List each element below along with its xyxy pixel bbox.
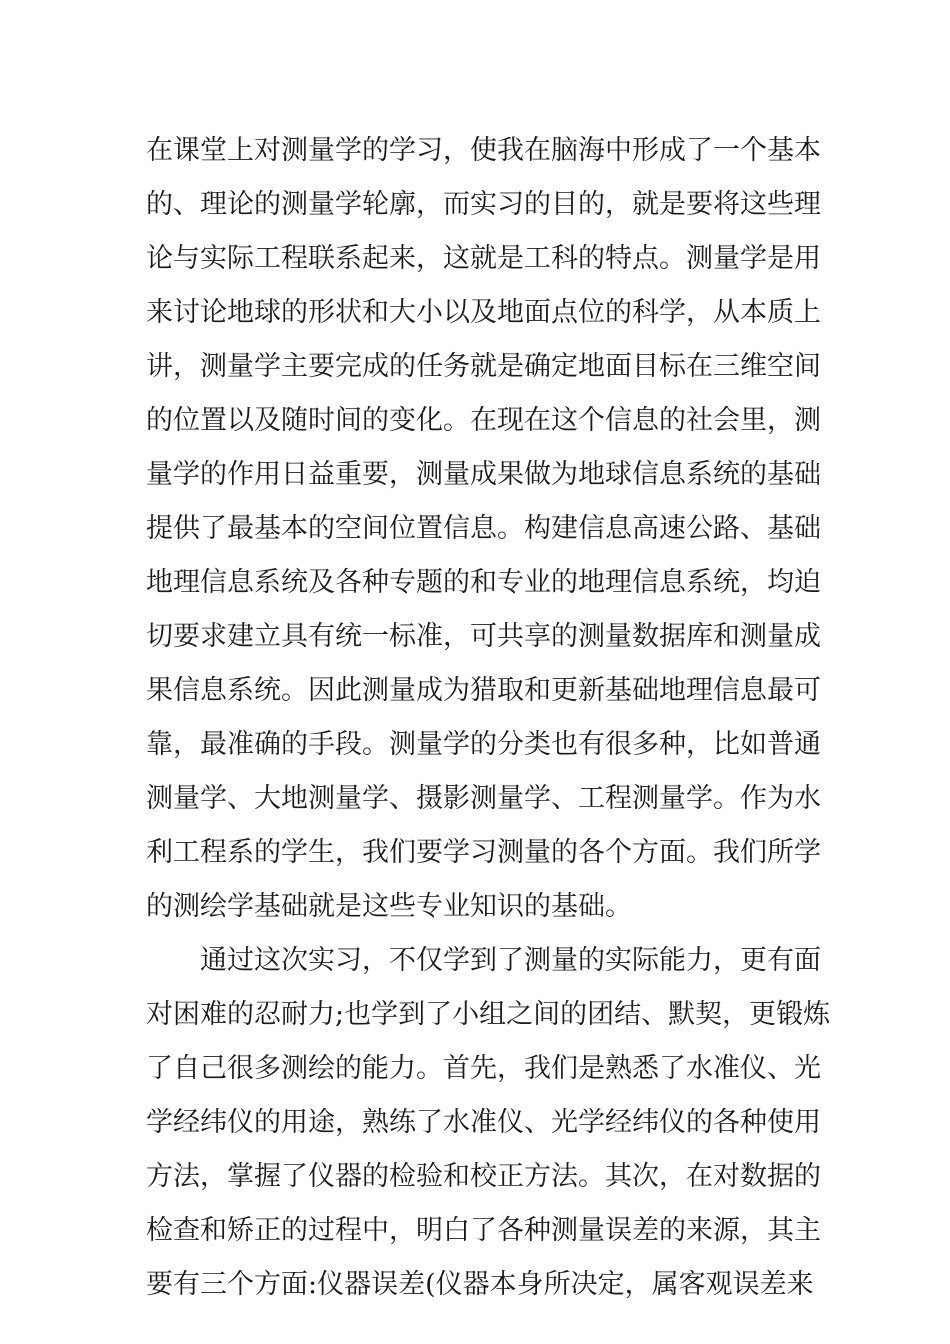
text-line: 地理信息系统及各种专题的和专业的地理信息系统，均迫 bbox=[146, 567, 821, 598]
paragraph-2 bbox=[146, 934, 831, 1312]
text-line: 讲，测量学主要完成的任务就是确定地面目标在三维空间 bbox=[146, 351, 821, 382]
text-line: 来讨论地球的形状和大小以及地面点位的科学，从本质上 bbox=[146, 297, 821, 328]
text-line: 学经纬仪的用途，熟练了水准仪、光学经纬仪的各种使用 bbox=[146, 1107, 821, 1138]
text-line: 的测绘学基础就是这些专业知识的基础。 bbox=[146, 891, 632, 922]
text-line: 论与实际工程联系起来，这就是工科的特点。测量学是用 bbox=[146, 243, 821, 274]
text-line: 量学的作用日益重要，测量成果做为地球信息系统的基础 bbox=[146, 459, 821, 490]
text-line: 利工程系的学生，我们要学习测量的各个方面。我们所学 bbox=[146, 837, 821, 868]
paragraph-1 bbox=[146, 124, 821, 934]
text-line: 检查和矫正的过程中，明白了各种测量误差的来源，其主 bbox=[146, 1215, 821, 1246]
text-line: 靠，最准确的手段。测量学的分类也有很多种，比如普通 bbox=[146, 729, 821, 760]
text-line: 方法，掌握了仪器的检验和校正方法。其次，在对数据的 bbox=[146, 1161, 821, 1192]
text-line: 的位置以及随时间的变化。在现在这个信息的社会里，测 bbox=[146, 405, 821, 436]
text-line: 果信息系统。因此测量成为猎取和更新基础地理信息最可 bbox=[146, 675, 821, 706]
text-line: 在课堂上对测量学的学习，使我在脑海中形成了一个基本 bbox=[146, 135, 821, 166]
body-text bbox=[146, 124, 831, 1312]
text-line: 的、理论的测量学轮廓，而实习的目的，就是要将这些理 bbox=[146, 189, 821, 220]
text-line: 要有三个方面:仪器误差(仪器本身所决定，属客观误差来 bbox=[146, 1269, 814, 1300]
text-line: 提供了最基本的空间位置信息。构建信息高速公路、基础 bbox=[146, 513, 821, 544]
text-line: 测量学、大地测量学、摄影测量学、工程测量学。作为水 bbox=[146, 783, 821, 814]
text-line: 切要求建立具有统一标准，可共享的测量数据库和测量成 bbox=[146, 621, 821, 652]
text-line: 了自己很多测绘的能力。首先，我们是熟悉了水准仪、光 bbox=[146, 1053, 821, 1084]
text-line: 对困难的忍耐力;也学到了小组之间的团结、默契，更锻炼 bbox=[146, 999, 831, 1030]
text-line: 通过这次实习，不仅学到了测量的实际能力，更有面 bbox=[200, 945, 821, 976]
